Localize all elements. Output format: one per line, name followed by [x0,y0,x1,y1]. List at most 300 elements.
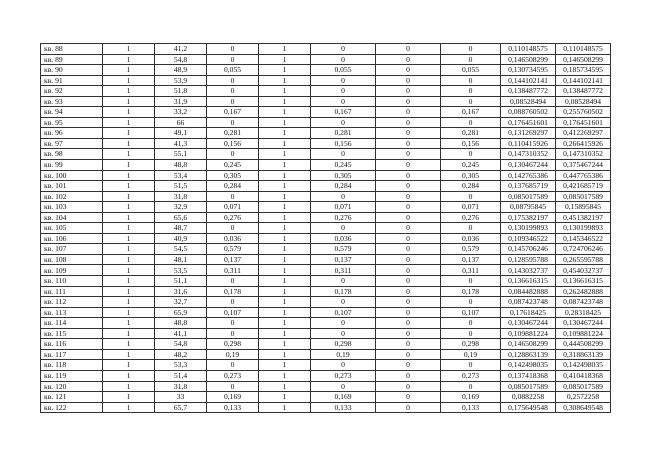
count-cell: 1 [103,254,155,265]
count-cell: 1 [103,65,155,76]
value-b-cell: 0 [311,318,376,329]
zero-cell: 0 [376,149,441,160]
value-a-cell: 0 [207,328,259,339]
value-c-cell: 0,137 [441,254,501,265]
area-cell: 53,3 [155,360,207,371]
total-cell: 0,265595788 [556,254,611,265]
value-b-cell: 0 [311,276,376,287]
table-row [41,96,611,107]
table-row [41,107,611,118]
area-cell: 48,1 [155,254,207,265]
count-cell: 1 [103,128,155,139]
area-cell: 31,9 [155,96,207,107]
count-cell: 1 [103,244,155,255]
area-cell: 33,2 [155,107,207,118]
value-c-cell: 0,276 [441,212,501,223]
value-c-cell: 0,156 [441,138,501,149]
value-b-cell: 0,281 [311,128,376,139]
value-a-cell: 0 [207,381,259,392]
zero-cell: 0 [376,276,441,287]
total-cell: 0,130199893 [556,223,611,234]
table-row [41,181,611,192]
total-cell: 0,130467244 [556,318,611,329]
table-row [41,360,611,371]
table-row [41,44,611,55]
count-cell: 1 [103,170,155,181]
table-row [41,233,611,244]
coef-cell: 0,084482888 [501,286,556,297]
count-cell: 1 [103,96,155,107]
area-cell: 53,5 [155,265,207,276]
coef-cell: 0,088760502 [501,107,556,118]
table-row [41,297,611,308]
coef-cell: 0,137685719 [501,181,556,192]
count-b-cell: 1 [259,54,311,65]
area-cell: 48,8 [155,318,207,329]
zero-cell: 0 [376,318,441,329]
apartment-label: кв. 93 [41,96,103,107]
count-b-cell: 1 [259,402,311,413]
value-b-cell: 0,311 [311,265,376,276]
total-cell: 0,109881224 [556,328,611,339]
area-cell: 55,1 [155,149,207,160]
table-row [41,370,611,381]
zero-cell: 0 [376,286,441,297]
table-row [41,328,611,339]
area-cell: 48,7 [155,223,207,234]
coef-cell: 0,147310352 [501,149,556,160]
value-b-cell: 0,167 [311,107,376,118]
table-row [41,117,611,128]
total-cell: 0,142498035 [556,360,611,371]
count-b-cell: 1 [259,212,311,223]
total-cell: 0,144102141 [556,75,611,86]
coef-cell: 0,109346522 [501,233,556,244]
table-row [41,244,611,255]
apartment-label: кв. 107 [41,244,103,255]
count-b-cell: 1 [259,75,311,86]
value-a-cell: 0 [207,54,259,65]
table-row [41,307,611,318]
area-cell: 31,8 [155,381,207,392]
total-cell: 0,724706246 [556,244,611,255]
coef-cell: 0,08795845 [501,202,556,213]
count-b-cell: 1 [259,181,311,192]
area-cell: 31,6 [155,286,207,297]
area-cell: 65,7 [155,402,207,413]
value-c-cell: 0 [441,328,501,339]
count-cell: 1 [103,86,155,97]
value-a-cell: 0,245 [207,160,259,171]
value-c-cell: 0 [441,96,501,107]
table-row [41,75,611,86]
count-cell: 1 [103,223,155,234]
zero-cell: 0 [376,328,441,339]
area-cell: 40,9 [155,233,207,244]
apartment-label: кв. 121 [41,392,103,403]
value-a-cell: 0,305 [207,170,259,181]
count-cell: 1 [103,328,155,339]
count-b-cell: 1 [259,286,311,297]
apartment-label: кв. 116 [41,339,103,350]
value-a-cell: 0,281 [207,128,259,139]
coef-cell: 0,138487772 [501,86,556,97]
count-b-cell: 1 [259,202,311,213]
value-c-cell: 0,071 [441,202,501,213]
value-c-cell: 0,107 [441,307,501,318]
coef-cell: 0,110415926 [501,138,556,149]
value-a-cell: 0 [207,318,259,329]
value-c-cell: 0,133 [441,402,501,413]
value-c-cell: 0,036 [441,233,501,244]
table-row [41,202,611,213]
table-row [41,212,611,223]
value-b-cell: 0 [311,191,376,202]
area-cell: 51,1 [155,276,207,287]
value-b-cell: 0,579 [311,244,376,255]
value-b-cell: 0,19 [311,349,376,360]
zero-cell: 0 [376,44,441,55]
value-b-cell: 0 [311,328,376,339]
value-c-cell: 0,178 [441,286,501,297]
zero-cell: 0 [376,381,441,392]
table-row [41,286,611,297]
table-row [41,54,611,65]
area-cell: 48,8 [155,160,207,171]
value-a-cell: 0,055 [207,65,259,76]
count-cell: 1 [103,297,155,308]
area-cell: 51,4 [155,370,207,381]
total-cell: 0,176451601 [556,117,611,128]
value-b-cell: 0 [311,54,376,65]
total-cell: 0,421685719 [556,181,611,192]
area-cell: 41,2 [155,44,207,55]
total-cell: 0,318863139 [556,349,611,360]
zero-cell: 0 [376,212,441,223]
zero-cell: 0 [376,370,441,381]
value-c-cell: 0 [441,75,501,86]
area-cell: 32,9 [155,202,207,213]
total-cell: 0,146508299 [556,54,611,65]
value-a-cell: 0,273 [207,370,259,381]
coef-cell: 0,131269297 [501,128,556,139]
apartment-label: кв. 110 [41,276,103,287]
count-cell: 1 [103,212,155,223]
apartment-label: кв. 97 [41,138,103,149]
value-b-cell: 0 [311,149,376,160]
value-b-cell: 0,156 [311,138,376,149]
value-a-cell: 0 [207,96,259,107]
value-b-cell: 0,071 [311,202,376,213]
apartment-label: кв. 100 [41,170,103,181]
count-cell: 1 [103,107,155,118]
count-cell: 1 [103,286,155,297]
zero-cell: 0 [376,107,441,118]
apartment-label: кв. 104 [41,212,103,223]
coef-cell: 0,128595788 [501,254,556,265]
area-cell: 53,9 [155,75,207,86]
count-cell: 1 [103,307,155,318]
area-cell: 49,1 [155,128,207,139]
count-b-cell: 1 [259,328,311,339]
count-cell: 1 [103,160,155,171]
value-a-cell: 0 [207,86,259,97]
area-cell: 31,8 [155,191,207,202]
table-row [41,392,611,403]
table-row [41,318,611,329]
coef-cell: 0,17618425 [501,307,556,318]
value-b-cell: 0 [311,96,376,107]
coef-cell: 0,137418368 [501,370,556,381]
value-c-cell: 0,169 [441,392,501,403]
zero-cell: 0 [376,233,441,244]
count-b-cell: 1 [259,65,311,76]
count-cell: 1 [103,370,155,381]
value-b-cell: 0,284 [311,181,376,192]
total-cell: 0,454032737 [556,265,611,276]
coef-cell: 0,085017589 [501,191,556,202]
apartment-label: кв. 105 [41,223,103,234]
value-c-cell: 0,311 [441,265,501,276]
coef-cell: 0,130734595 [501,65,556,76]
value-c-cell: 0,167 [441,107,501,118]
value-b-cell: 0,305 [311,170,376,181]
coef-cell: 0,146508299 [501,339,556,350]
value-c-cell: 0,19 [441,349,501,360]
area-cell: 65,9 [155,307,207,318]
count-b-cell: 1 [259,307,311,318]
value-a-cell: 0,107 [207,307,259,318]
apartment-label: кв. 92 [41,86,103,97]
table-row [41,339,611,350]
coef-cell: 0,0882258 [501,392,556,403]
value-a-cell: 0,133 [207,402,259,413]
value-a-cell: 0,071 [207,202,259,213]
count-b-cell: 1 [259,244,311,255]
coef-cell: 0,136616315 [501,276,556,287]
value-b-cell: 0 [311,75,376,86]
zero-cell: 0 [376,128,441,139]
value-b-cell: 0 [311,117,376,128]
count-cell: 1 [103,149,155,160]
total-cell: 0,185734595 [556,65,611,76]
zero-cell: 0 [376,402,441,413]
value-a-cell: 0,284 [207,181,259,192]
count-b-cell: 1 [259,107,311,118]
total-cell: 0,15895845 [556,202,611,213]
area-cell: 53,4 [155,170,207,181]
total-cell: 0,138487772 [556,86,611,97]
apartment-label: кв. 122 [41,402,103,413]
coef-cell: 0,142498035 [501,360,556,371]
value-b-cell: 0,178 [311,286,376,297]
zero-cell: 0 [376,138,441,149]
count-b-cell: 1 [259,339,311,350]
table-row [41,402,611,413]
value-b-cell: 0,169 [311,392,376,403]
count-b-cell: 1 [259,265,311,276]
table-row [41,149,611,160]
apartment-label: кв. 95 [41,117,103,128]
value-b-cell: 0,298 [311,339,376,350]
count-b-cell: 1 [259,191,311,202]
count-b-cell: 1 [259,233,311,244]
zero-cell: 0 [376,202,441,213]
value-a-cell: 0,579 [207,244,259,255]
value-a-cell: 0 [207,360,259,371]
apartment-label: кв. 112 [41,297,103,308]
area-cell: 51,5 [155,181,207,192]
value-a-cell: 0,137 [207,254,259,265]
total-cell: 0,136616315 [556,276,611,287]
apartment-label: кв. 109 [41,265,103,276]
count-cell: 1 [103,202,155,213]
apartment-label: кв. 99 [41,160,103,171]
value-a-cell: 0,169 [207,392,259,403]
apartment-label: кв. 101 [41,181,103,192]
value-c-cell: 0 [441,381,501,392]
table-row [41,191,611,202]
zero-cell: 0 [376,54,441,65]
total-cell: 0,085017589 [556,191,611,202]
zero-cell: 0 [376,265,441,276]
table-body [41,44,611,413]
area-cell: 41,3 [155,138,207,149]
count-cell: 1 [103,381,155,392]
count-cell: 1 [103,318,155,329]
value-c-cell: 0,298 [441,339,501,350]
value-c-cell: 0 [441,318,501,329]
count-b-cell: 1 [259,96,311,107]
area-cell: 33 [155,392,207,403]
value-b-cell: 0,245 [311,160,376,171]
count-cell: 1 [103,360,155,371]
value-a-cell: 0,19 [207,349,259,360]
table-row [41,65,611,76]
coef-cell: 0,130467244 [501,318,556,329]
total-cell: 0,447765386 [556,170,611,181]
value-a-cell: 0,156 [207,138,259,149]
apartment-label: кв. 88 [41,44,103,55]
coef-cell: 0,087423748 [501,297,556,308]
table-row [41,349,611,360]
apartment-label: кв. 113 [41,307,103,318]
total-cell: 0,2572258 [556,392,611,403]
total-cell: 0,410418368 [556,370,611,381]
value-a-cell: 0,167 [207,107,259,118]
count-cell: 1 [103,265,155,276]
count-b-cell: 1 [259,360,311,371]
value-b-cell: 0,133 [311,402,376,413]
apartment-label: кв. 98 [41,149,103,160]
total-cell: 0,308649548 [556,402,611,413]
zero-cell: 0 [376,223,441,234]
value-c-cell: 0 [441,54,501,65]
value-c-cell: 0,579 [441,244,501,255]
coef-cell: 0,109881224 [501,328,556,339]
value-a-cell: 0 [207,75,259,86]
count-cell: 1 [103,402,155,413]
zero-cell: 0 [376,392,441,403]
coef-cell: 0,143032737 [501,265,556,276]
value-b-cell: 0,036 [311,233,376,244]
coef-cell: 0,128863139 [501,349,556,360]
count-cell: 1 [103,233,155,244]
count-b-cell: 1 [259,223,311,234]
zero-cell: 0 [376,244,441,255]
value-a-cell: 0 [207,117,259,128]
value-b-cell: 0 [311,360,376,371]
apartment-label: кв. 120 [41,381,103,392]
zero-cell: 0 [376,254,441,265]
value-b-cell: 0,273 [311,370,376,381]
apartment-label: кв. 90 [41,65,103,76]
total-cell: 0,145346522 [556,233,611,244]
value-c-cell: 0 [441,117,501,128]
value-a-cell: 0,178 [207,286,259,297]
table-row [41,128,611,139]
zero-cell: 0 [376,191,441,202]
value-b-cell: 0,276 [311,212,376,223]
total-cell: 0,255760502 [556,107,611,118]
value-c-cell: 0 [441,191,501,202]
count-b-cell: 1 [259,170,311,181]
coef-cell: 0,144102141 [501,75,556,86]
coef-cell: 0,145706246 [501,244,556,255]
zero-cell: 0 [376,170,441,181]
value-c-cell: 0 [441,360,501,371]
area-cell: 48,9 [155,65,207,76]
area-cell: 66 [155,117,207,128]
value-b-cell: 0,055 [311,65,376,76]
value-b-cell: 0,107 [311,307,376,318]
value-a-cell: 0 [207,223,259,234]
count-b-cell: 1 [259,276,311,287]
apartment-label: кв. 91 [41,75,103,86]
value-a-cell: 0,311 [207,265,259,276]
value-c-cell: 0,273 [441,370,501,381]
total-cell: 0,412269297 [556,128,611,139]
value-a-cell: 0,298 [207,339,259,350]
zero-cell: 0 [376,86,441,97]
count-b-cell: 1 [259,44,311,55]
apartment-table-page [40,43,610,413]
coef-cell: 0,146508299 [501,54,556,65]
apartment-label: кв. 94 [41,107,103,118]
zero-cell: 0 [376,181,441,192]
table-row [41,86,611,97]
table-row [41,254,611,265]
apartment-label: кв. 103 [41,202,103,213]
coef-cell: 0,130199893 [501,223,556,234]
zero-cell: 0 [376,297,441,308]
value-a-cell: 0 [207,191,259,202]
table-row [41,381,611,392]
zero-cell: 0 [376,65,441,76]
coef-cell: 0,110148575 [501,44,556,55]
apartment-label: кв. 96 [41,128,103,139]
apartment-label: кв. 117 [41,349,103,360]
value-b-cell: 0 [311,297,376,308]
value-c-cell: 0,245 [441,160,501,171]
zero-cell: 0 [376,349,441,360]
zero-cell: 0 [376,307,441,318]
area-cell: 32,7 [155,297,207,308]
zero-cell: 0 [376,75,441,86]
count-cell: 1 [103,54,155,65]
total-cell: 0,444508299 [556,339,611,350]
value-c-cell: 0,284 [441,181,501,192]
